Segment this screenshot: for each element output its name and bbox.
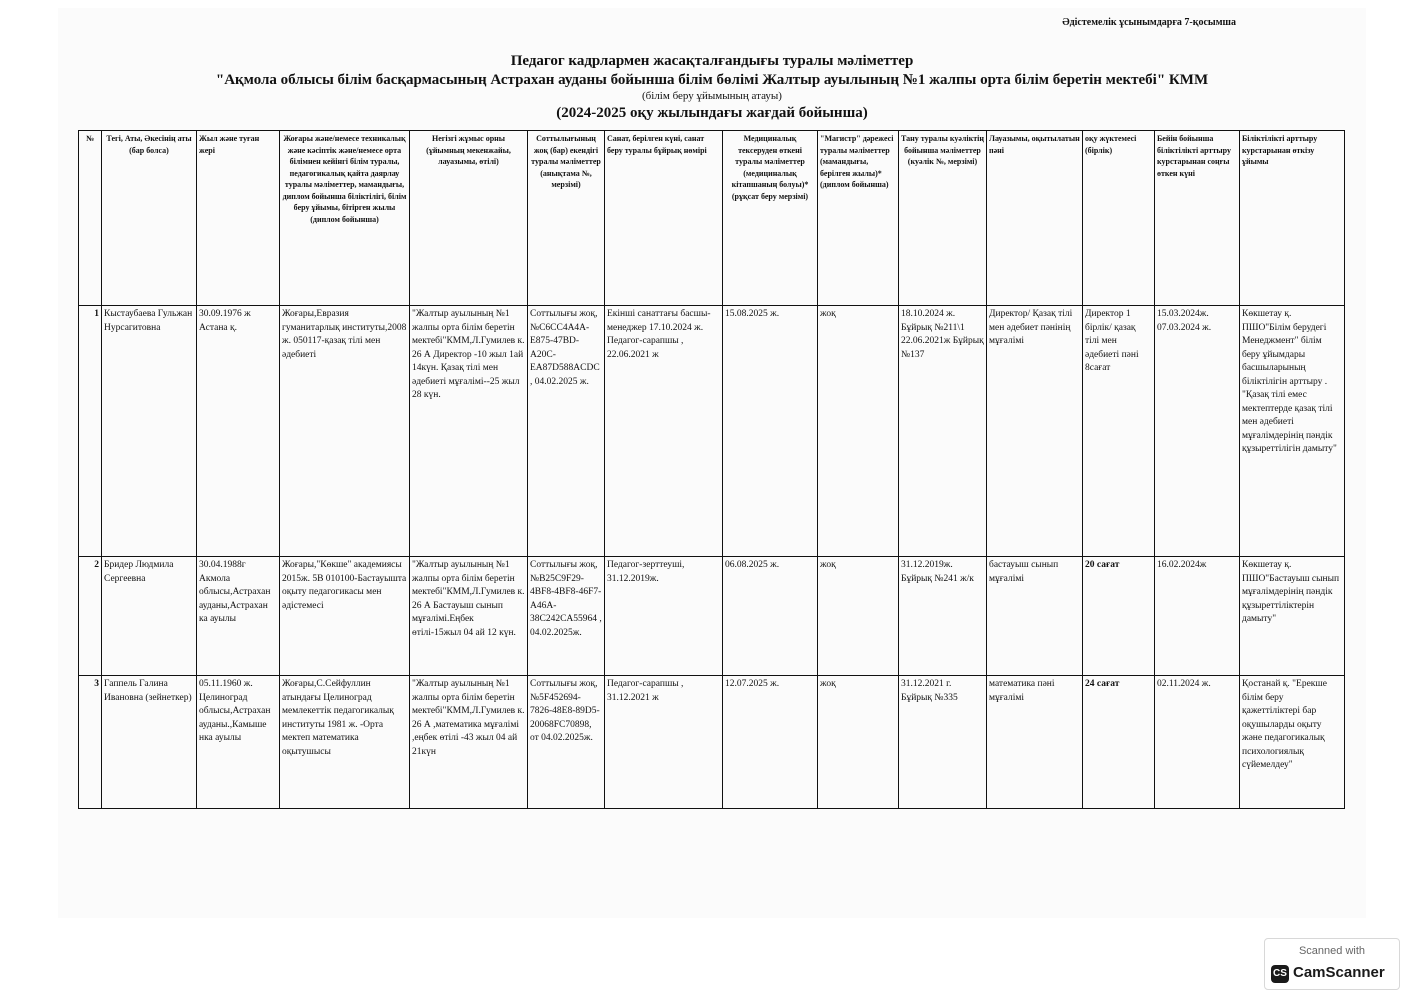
cell-birth: 30.09.1976 ж Астана қ. xyxy=(197,306,280,557)
cell-load: Директор 1 бірлік/ қазақ тілі мен әдебиеті пәні 8сағат xyxy=(1083,306,1155,557)
cell-course-date: 15.03.2024ж. 07.03.2024 ж. xyxy=(1155,306,1240,557)
annex-label: Әдістемелік ұсынымдарға 7-қосымша xyxy=(1062,17,1236,28)
cell-record: Соттылығы жоқ,№C6CC4A4A-E875-47BD-A20C-EA87D588ACDC, 04.02.2025 ж. xyxy=(528,306,605,557)
cell-category: Педагог-зерттеуші, 31.12.2019ж. xyxy=(605,557,723,676)
header-cell: Медициналық тексеруден өткені туралы мәліметтер (медициналық кітапшаның болуы)* (рұқсат беру мерзімі) xyxy=(723,131,818,306)
cell-record: Соттылығы жоқ,№B25C9F29-4BF8-4BF8-46F7-A46A-38C242CA55964 , 04.02.2025ж. xyxy=(528,557,605,676)
cell-recognition: 18.10.2024 ж. Бұйрық №211\1 22.06.2021ж Бұйрық №137 xyxy=(899,306,987,557)
header-cell: Тегі, Аты, Әкесінің аты (бар болса) xyxy=(102,131,197,306)
cell-birth: 05.11.1960 ж. Целиноград облысы,Астрахан ауданы.,Камыше нка ауылы xyxy=(197,676,280,809)
cell-recognition: 31.12.2019ж. Бұйрық №241 ж/к xyxy=(899,557,987,676)
table-row xyxy=(79,676,1345,809)
header-cell: Санат, берілген күні, санат беру туралы бұйрық нөмірі xyxy=(605,131,723,306)
cell-course-org: Көкшетау қ. ПШО"Бастауыш сынып мұғалімдерінің пәндік құзыреттіліктерін дамыту" xyxy=(1240,557,1345,676)
cell-education: Жоғары,С.Сейфуллин атындағы Целиноград мемлекеттік педагогикалық институты 1981 ж. -Орта мектеп математика оқытушысы xyxy=(280,676,410,809)
row-number: 1 xyxy=(79,306,102,557)
row-number: 3 xyxy=(79,676,102,809)
cell-master: жоқ xyxy=(818,306,899,557)
header-row xyxy=(79,131,1345,306)
cell-name: Гаппель Галина Ивановна (зейнеткер) xyxy=(102,676,197,809)
cell-work: "Жалтыр ауылының №1 жалпы орта білім беретін мектебі"КММ,Л.Гумилев к. 26 А Бастауыш сынып мұғалімі.Еңбек өтілі-15жыл 04 ай 12 күн. xyxy=(410,557,528,676)
cell-position: Директор/ Қазақ тілі мен әдебиет пәнінің мұғалімі xyxy=(987,306,1083,557)
cell-work: "Жалтыр ауылының №1 жалпы орта білім беретін мектебі"КММ,Л.Гумилев к. 26 А Директор -10 жыл 1ай 14күн. Қазақ тілі мен әдебиеті мұғалімі--25 жыл 28 күн. xyxy=(410,306,528,557)
table-row xyxy=(79,557,1345,676)
header-cell: Жыл және туған жері xyxy=(197,131,280,306)
cell-course-org: Көкшетау қ. ПШО"Білім берудегі Менеджмент" білім беру ұйымдары басшыларының біліктілігін арттыру . "Қазақ тілі емес мектептерде қазақ тілі мен әдебиеті мұғалімдерінің пәндік құзыреттілігін дамыту" xyxy=(1240,306,1345,557)
header-cell: "Магистр" дәрежесі туралы мәліметтер (мамандығы, берілген жылы)* (диплом бойынша) xyxy=(818,131,899,306)
cell-work: "Жалтыр ауылының №1 жалпы орта білім беретін мектебі"КММ,Л.Гумилев к. 26 А ,математика мұғалімі ,еңбек өтілі -43 жыл 04 ай 21күн xyxy=(410,676,528,809)
cell-education: Жоғары,Евразия гуманитарлық институты,2008 ж. 050117-қазақ тілі мен әдебиеті xyxy=(280,306,410,557)
cell-category: Екінші санаттағы басшы-менеджер 17.10.2024 ж. Педагог-сарапшы , 22.06.2021 ж xyxy=(605,306,723,557)
document-title-block xyxy=(0,52,1424,123)
cell-master: жоқ xyxy=(818,557,899,676)
camscanner-badge xyxy=(1264,938,1400,990)
cell-position: бастауыш сынып мұғалімі xyxy=(987,557,1083,676)
row-number: 2 xyxy=(79,557,102,676)
cell-medical: 06.08.2025 ж. xyxy=(723,557,818,676)
camscanner-name: CamScanner xyxy=(1293,964,1385,981)
cell-load: 20 сағат xyxy=(1083,557,1155,676)
cell-master: жоқ xyxy=(818,676,899,809)
title-line-1: Педагог кадрлармен жасақталғандығы туралы мәліметтер xyxy=(510,53,914,69)
header-cell: оқу жүктемесі (бірлік) xyxy=(1083,131,1155,306)
header-cell: Бейін бойынша біліктілікті арттыру курстарынан соңғы өткен күні xyxy=(1155,131,1240,306)
cell-category: Педагог-сарапшы , 31.12.2021 ж xyxy=(605,676,723,809)
header-cell: Лауазымы, оқытылатын пәні xyxy=(987,131,1083,306)
table-row xyxy=(79,306,1345,557)
title-line-4: (2024-2025 оқу жылындағы жағдай бойынша) xyxy=(556,105,868,121)
header-cell: Соттылығының жоқ (бар) екендігі туралы мәліметтер (анықтама №, мерзімі) xyxy=(528,131,605,306)
cell-name: Бридер Людмила Сергеевна xyxy=(102,557,197,676)
header-cell: № xyxy=(79,131,102,306)
title-line-3: (білім беру ұйымының атауы) xyxy=(642,90,782,102)
header-cell: Жоғары және/немесе техникалық және кәсіптік және/немесе орта білімнен кейінгі білім туралы, педагогикалық қайта даярлау туралы мәліметтер, мамандығы, диплом бойынша біліктілігі, білім беру ұйымы, бітірген жылы (диплом бойынша) xyxy=(280,131,410,306)
cell-birth: 30.04.1988г Акмола облысы,Астрахан ауданы,Астрахан ка ауылы xyxy=(197,557,280,676)
cell-position: математика пәні мұғалімі xyxy=(987,676,1083,809)
cell-load: 24 сағат xyxy=(1083,676,1155,809)
scanned-with-label: Scanned with xyxy=(1298,945,1366,957)
cell-recognition: 31.12.2021 г. Бұйрық №335 xyxy=(899,676,987,809)
cell-name: Кыстаубаева Гульжан Нурсагитовна xyxy=(102,306,197,557)
header-cell: Біліктілікті арттыру курстарынан өткізу ұйымы xyxy=(1240,131,1345,306)
header-cell: Тану туралы куәліктің бойынша мәліметтер (куәлік №, мерзімі) xyxy=(899,131,987,306)
cell-course-date: 16.02.2024ж xyxy=(1155,557,1240,676)
camscanner-logo-icon: CS xyxy=(1271,965,1289,983)
title-line-2: "Ақмола облысы білім басқармасының Астрахан ауданы бойынша білім бөлімі Жалтыр ауылының №1 жалпы орта білім беретін мектебі" КММ xyxy=(215,72,1209,88)
cell-medical: 15.08.2025 ж. xyxy=(723,306,818,557)
cell-medical: 12.07.2025 ж. xyxy=(723,676,818,809)
cell-record: Соттылығы жоқ,№5F452694-7826-48E8-89D5-20068FC70898, от 04.02.2025ж. xyxy=(528,676,605,809)
cell-course-org: Қостанай қ. "Ерекше білім беру қажеттіліктері бар оқушыларды оқыту және педагогикалық психологиялық сүйемелдеу" xyxy=(1240,676,1345,809)
cell-education: Жоғары,"Көкше" академиясы 2015ж. 5В 010100-Бастауышта оқыту педагогикасы мен әдістемесі xyxy=(280,557,410,676)
staff-table xyxy=(78,130,1345,809)
header-cell: Негізгі жұмыс орны (ұйымның мекенжайы, лауазымы, өтілі) xyxy=(410,131,528,306)
cell-course-date: 02.11.2024 ж. xyxy=(1155,676,1240,809)
